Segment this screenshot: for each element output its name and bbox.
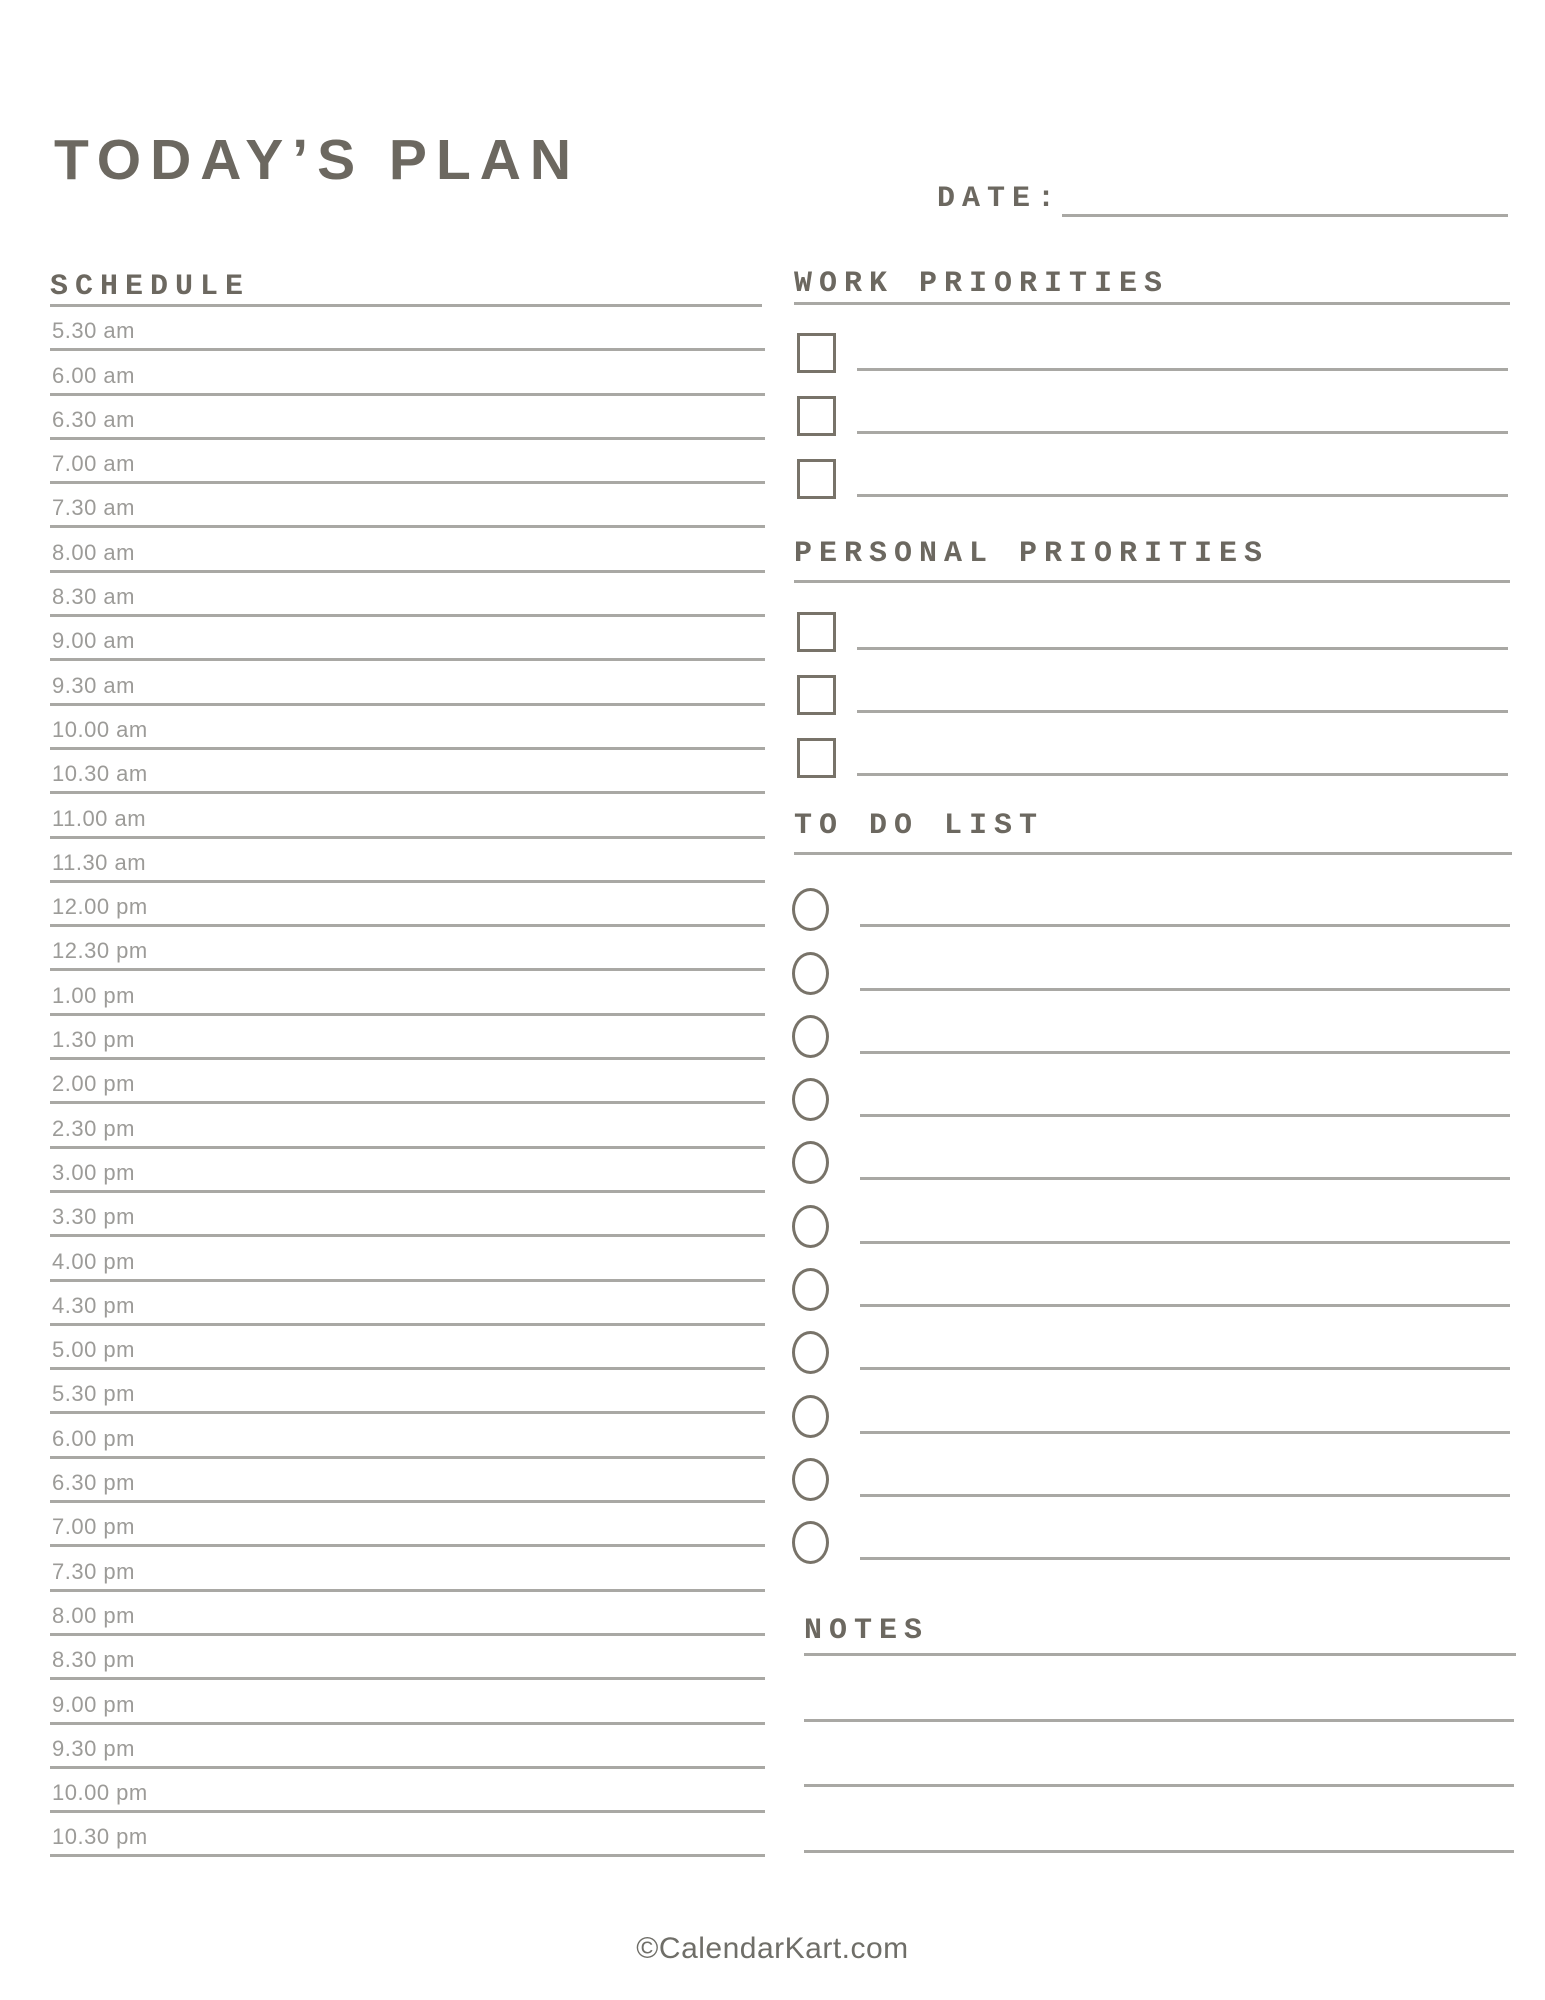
schedule-row[interactable] xyxy=(50,1104,765,1148)
schedule-time-label: 9.00 pm xyxy=(52,1691,135,1717)
work-priority-row xyxy=(794,371,1510,434)
schedule-time-label: 1.30 pm xyxy=(52,1027,135,1053)
schedule-row[interactable] xyxy=(50,1414,765,1458)
todo-circle-bullet[interactable] xyxy=(792,1395,829,1438)
todo-row xyxy=(794,1497,1510,1560)
schedule-time-label: 10.30 am xyxy=(52,761,148,787)
todo-row xyxy=(794,1244,1510,1307)
todo-row xyxy=(794,1180,1510,1243)
schedule-time-label: 10.00 pm xyxy=(52,1780,148,1806)
schedule-row[interactable] xyxy=(50,307,765,351)
schedule-row[interactable] xyxy=(50,1813,765,1857)
schedule-row[interactable] xyxy=(50,1769,765,1813)
notes-rows xyxy=(804,1656,1514,1853)
schedule-time-label: 2.30 pm xyxy=(52,1115,135,1141)
todo-circle-bullet[interactable] xyxy=(792,1205,829,1248)
schedule-row[interactable] xyxy=(50,1680,765,1724)
schedule-heading: SCHEDULE xyxy=(50,270,251,304)
schedule-time-label: 3.30 pm xyxy=(52,1204,135,1230)
todo-circle-bullet[interactable] xyxy=(792,1015,829,1058)
schedule-row[interactable] xyxy=(50,484,765,528)
work-priorities-rows xyxy=(794,308,1510,497)
schedule-row[interactable] xyxy=(50,1370,765,1414)
work-priorities-heading: WORK PRIORITIES xyxy=(794,267,1170,301)
priority-entry-line[interactable] xyxy=(857,773,1508,776)
schedule-time-label: 6.00 pm xyxy=(52,1425,135,1451)
priority-entry-line[interactable] xyxy=(857,494,1508,497)
footer-credit: ©CalendarKart.com xyxy=(636,1932,909,1965)
schedule-time-label: 11.00 am xyxy=(52,805,147,831)
page-title: TODAY’S PLAN xyxy=(54,128,581,192)
schedule-row[interactable] xyxy=(50,839,765,883)
date-input-line[interactable] xyxy=(1062,214,1508,217)
notes-heading: NOTES xyxy=(804,1614,930,1648)
todo-row xyxy=(794,1370,1510,1433)
schedule-time-label: 12.30 pm xyxy=(52,938,148,964)
schedule-row[interactable] xyxy=(50,883,765,927)
checkbox[interactable] xyxy=(797,675,836,715)
schedule-row[interactable] xyxy=(50,573,765,617)
date-label: DATE: xyxy=(937,182,1063,216)
schedule-time-label: 7.00 pm xyxy=(52,1514,135,1540)
todo-heading-rule xyxy=(794,852,1512,855)
todo-row xyxy=(794,1117,1510,1180)
personal-priority-row xyxy=(794,587,1510,650)
schedule-row[interactable] xyxy=(50,1547,765,1591)
personal-priority-row xyxy=(794,650,1510,713)
schedule-time-label: 6.00 am xyxy=(52,362,135,388)
schedule-row[interactable] xyxy=(50,971,765,1015)
schedule-row[interactable] xyxy=(50,1282,765,1326)
todo-rows xyxy=(794,864,1510,1560)
notes-line[interactable] xyxy=(804,1656,1514,1722)
todo-row xyxy=(794,991,1510,1054)
schedule-time-label: 12.00 pm xyxy=(52,894,148,920)
schedule-row[interactable] xyxy=(50,1725,765,1769)
schedule-row[interactable] xyxy=(50,1459,765,1503)
schedule-time-label: 10.00 am xyxy=(52,716,148,742)
checkbox[interactable] xyxy=(797,612,836,652)
schedule-row[interactable] xyxy=(50,1060,765,1104)
schedule-time-label: 9.00 am xyxy=(52,628,135,654)
schedule-time-label: 9.30 am xyxy=(52,672,135,698)
schedule-time-label: 4.30 pm xyxy=(52,1292,135,1318)
todo-row xyxy=(794,1307,1510,1370)
todo-row xyxy=(794,927,1510,990)
personal-priority-row xyxy=(794,713,1510,776)
schedule-row[interactable] xyxy=(50,396,765,440)
schedule-time-label: 4.00 pm xyxy=(52,1248,135,1274)
schedule-time-label: 8.30 am xyxy=(52,584,135,610)
schedule-row[interactable] xyxy=(50,706,765,750)
schedule-row[interactable] xyxy=(50,1016,765,1060)
todo-circle-bullet[interactable] xyxy=(792,1521,829,1564)
schedule-time-label: 9.30 pm xyxy=(52,1735,135,1761)
schedule-row[interactable] xyxy=(50,1237,765,1281)
todo-circle-bullet[interactable] xyxy=(792,1458,829,1501)
schedule-time-label: 6.30 am xyxy=(52,406,135,432)
schedule-time-label: 5.30 am xyxy=(52,318,135,344)
personal-priorities-rows xyxy=(794,587,1510,776)
work-priority-row xyxy=(794,434,1510,497)
schedule-time-label: 2.00 pm xyxy=(52,1071,135,1097)
todo-circle-bullet[interactable] xyxy=(792,952,829,995)
todo-circle-bullet[interactable] xyxy=(792,1331,829,1374)
schedule-row[interactable] xyxy=(50,750,765,794)
personal-priorities-heading-rule xyxy=(794,580,1510,583)
work-priorities-heading-rule xyxy=(794,302,1510,305)
schedule-time-label: 8.00 am xyxy=(52,539,135,565)
notes-line[interactable] xyxy=(804,1787,1514,1853)
schedule-row[interactable] xyxy=(50,1636,765,1680)
schedule-row[interactable] xyxy=(50,1592,765,1636)
schedule-time-label: 5.00 pm xyxy=(52,1337,135,1363)
todo-row xyxy=(794,1054,1510,1117)
schedule-row[interactable] xyxy=(50,440,765,484)
schedule-row[interactable] xyxy=(50,351,765,395)
schedule-row[interactable] xyxy=(50,1149,765,1193)
schedule-time-label: 5.30 pm xyxy=(52,1381,135,1407)
checkbox[interactable] xyxy=(797,396,836,436)
schedule-rows xyxy=(50,307,765,1857)
todo-row xyxy=(794,864,1510,927)
schedule-time-label: 3.00 pm xyxy=(52,1159,135,1185)
todo-heading: TO DO LIST xyxy=(794,809,1045,843)
schedule-time-label: 6.30 pm xyxy=(52,1470,135,1496)
todo-circle-bullet[interactable] xyxy=(792,1141,829,1184)
schedule-row[interactable] xyxy=(50,794,765,838)
schedule-row[interactable] xyxy=(50,528,765,572)
personal-priorities-heading: PERSONAL PRIORITIES xyxy=(794,537,1270,571)
schedule-time-label: 11.30 am xyxy=(52,849,147,875)
schedule-time-label: 7.30 am xyxy=(52,495,135,521)
schedule-row[interactable] xyxy=(50,1503,765,1547)
todo-circle-bullet[interactable] xyxy=(792,1078,829,1121)
schedule-row[interactable] xyxy=(50,617,765,661)
schedule-row[interactable] xyxy=(50,661,765,705)
schedule-row[interactable] xyxy=(50,927,765,971)
work-priority-row xyxy=(794,308,1510,371)
checkbox[interactable] xyxy=(797,738,836,778)
todo-circle-bullet[interactable] xyxy=(792,888,829,931)
schedule-time-label: 7.00 am xyxy=(52,451,135,477)
schedule-time-label: 10.30 pm xyxy=(52,1824,148,1850)
schedule-time-label: 8.30 pm xyxy=(52,1647,135,1673)
todo-row xyxy=(794,1434,1510,1497)
todo-entry-line[interactable] xyxy=(860,1557,1510,1560)
todo-circle-bullet[interactable] xyxy=(792,1268,829,1311)
schedule-row[interactable] xyxy=(50,1326,765,1370)
checkbox[interactable] xyxy=(797,333,836,373)
schedule-row[interactable] xyxy=(50,1193,765,1237)
checkbox[interactable] xyxy=(797,459,836,499)
schedule-time-label: 8.00 pm xyxy=(52,1602,135,1628)
schedule-time-label: 1.00 pm xyxy=(52,982,135,1008)
notes-line[interactable] xyxy=(804,1722,1514,1788)
schedule-time-label: 7.30 pm xyxy=(52,1558,135,1584)
